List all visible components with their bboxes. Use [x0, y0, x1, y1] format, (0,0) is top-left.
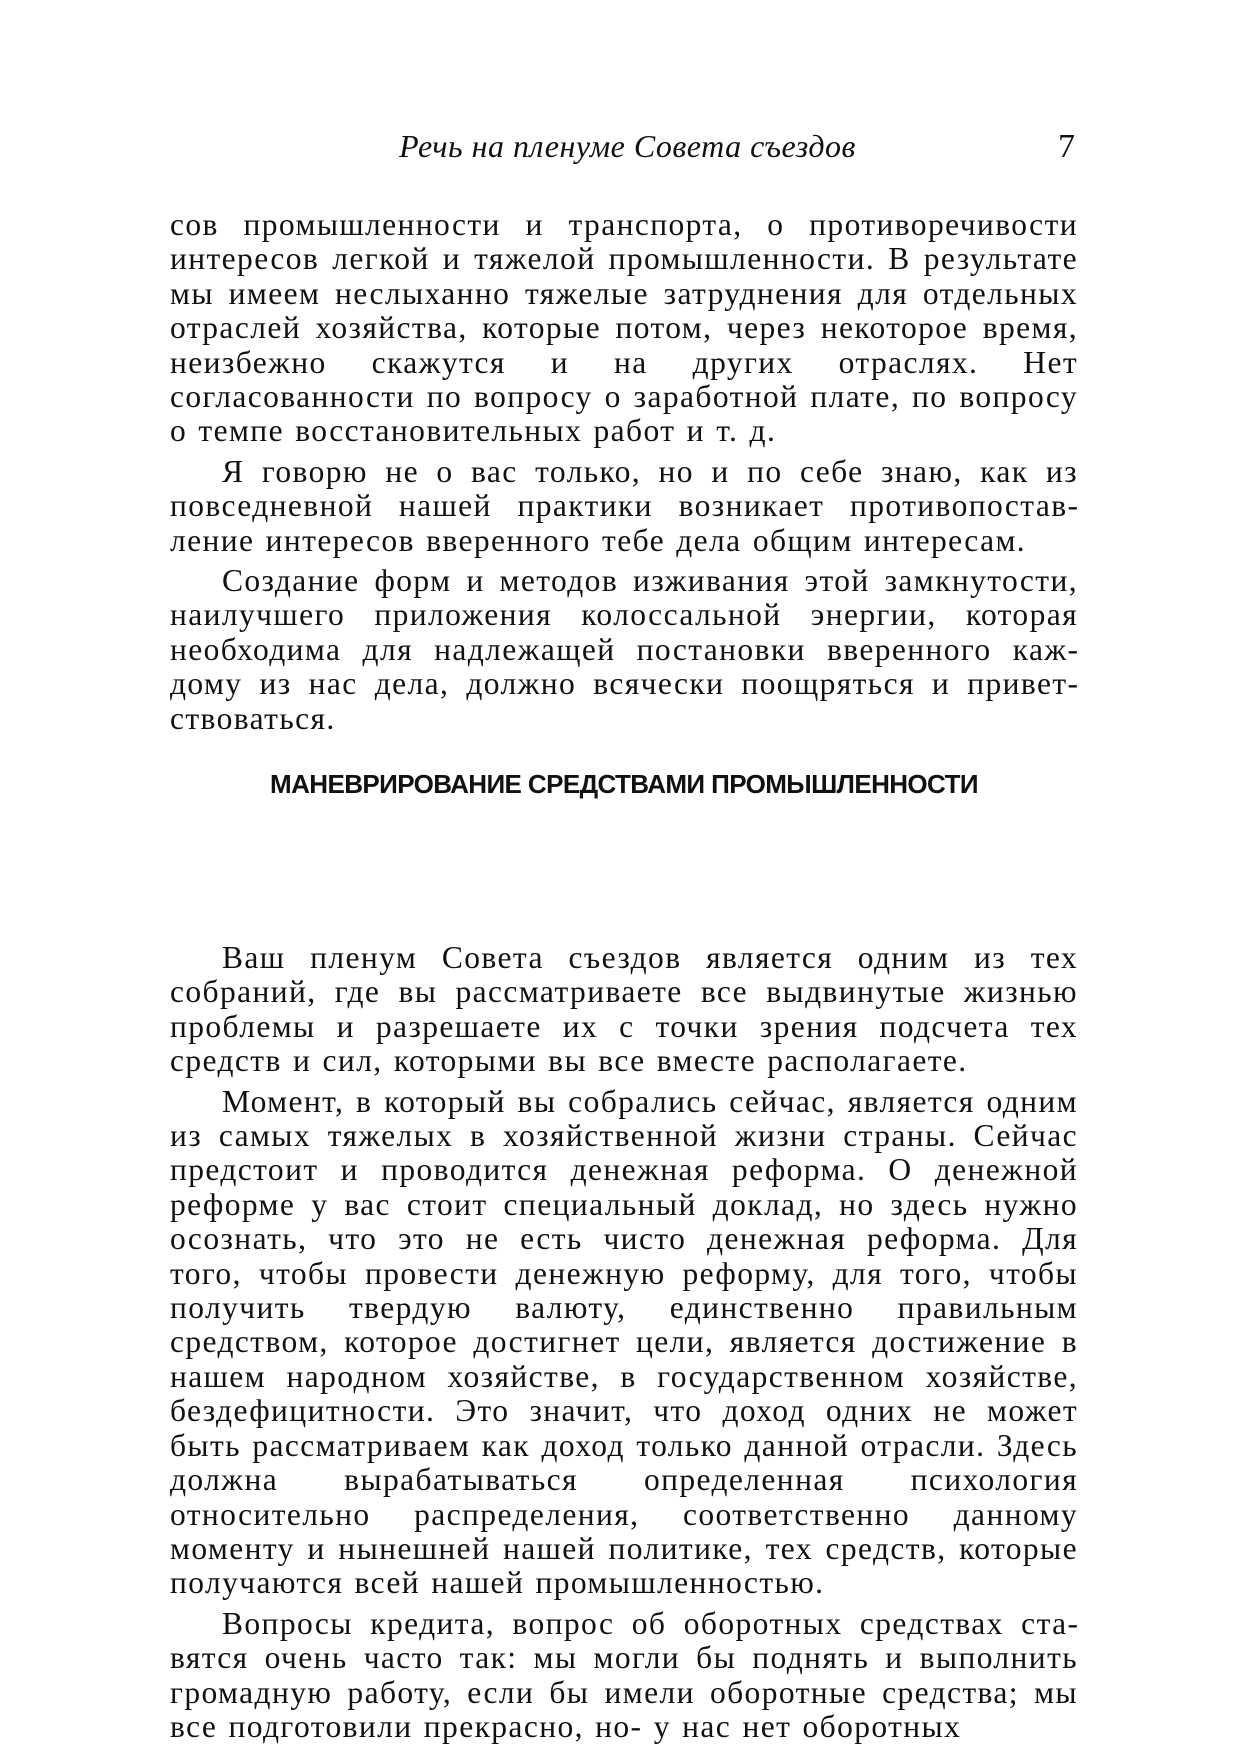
paragraph: Момент, в который вы собрались сейчас, является одним из самых тяжелых в хозяйственной жизни страны. Сейчас предстоит и проводится денежная реформа. О денежной реформе у вас стоит специальный доклад, но здесь нужно осознать, что это не есть чисто денежная реформа. Для того, чтобы провести денежную реформу, для того, чтобы получить твердую валюту, единственно правильным средством, которое достигнет цели, является достижение в нашем народном хозяйстве, в государственном хозяйстве, бездефицитности. Это значит, что доход одних не может быть рассматриваем как доход только данной отрасли. Здесь должна вырабатываться определенная психология относительно распределения, соответственно данному моменту и нынешней нашей политике, тех средств, которые получаются всей нашей промышленностью. — [170, 1083, 1078, 1601]
section-heading: МАНЕВРИРОВАНИЕ СРЕДСТВАМИ ПРОМЫШЛЕННОСТИ — [270, 769, 978, 799]
running-title: Речь на пленуме Совета съездов — [399, 128, 856, 164]
paragraph: Вопросы кредита, вопрос об оборотных средствах ставятся очень часто так: мы могли бы поднять и выполнить громадную работу, если бы имели оборотные средства; мы все подготовили прекрасно, но- у нас нет оборотных — [170, 1605, 1078, 1744]
paragraph-continued: сов промышленности и транспорта, о противоречивости интересов легкой и тяжелой промышленности. В результате мы имеем неслыханно тяжелые затруднения для отдельных отраслей хозяйства, которые потом, через некоторое время, неизбежно скажутся и на других отраслях. Нет согласованности по вопросу о заработной плате, по вопросу о темпе восстановительных работ и т. д. — [170, 207, 1078, 449]
page-number: 7 — [1058, 128, 1075, 165]
body-text-section-2 — [170, 941, 1078, 1750]
paragraph: Я говорю не о вас только, но и по себе знаю, как из повседневной нашей практики возникает противопоставление интересов вверенного тебе дела общим интересам. — [170, 453, 1078, 558]
body-text-section-1 — [170, 208, 1078, 742]
running-header — [170, 128, 1085, 172]
paragraph: Ваш пленум Совета съездов является одним из тех собраний, где вы рассматриваете все выдвинутые жизнью проблемы и разрешаете их с точки зрения подсчета тех средств и сил, которыми вы все вместе располагаете. — [170, 940, 1078, 1079]
paragraph: Создание форм и методов изживания этой замкнутости, наилучшего приложения колоссальной энергии, которая необходима для надлежащей постановки вверенного каждому из нас дела, должно всячески поощряться и приветствоваться. — [170, 563, 1078, 736]
